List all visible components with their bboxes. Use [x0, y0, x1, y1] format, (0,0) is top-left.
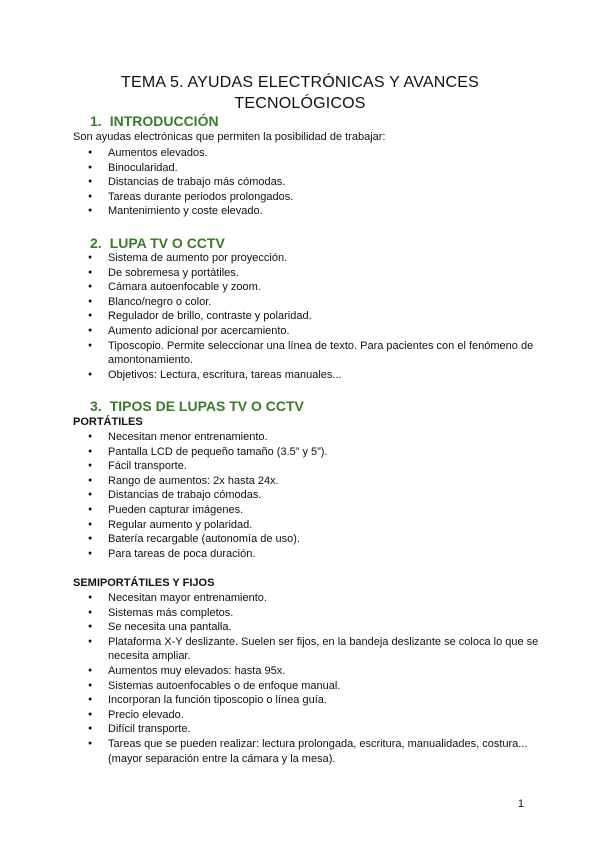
section-3-heading	[90, 398, 304, 414]
section-1-intro: Son ayudas electrónicas que permiten la posibilidad de trabajar:	[73, 131, 386, 143]
list-item: ● Fácil transporte.	[108, 459, 548, 474]
subsection-semiportatiles-title: SEMIPORTÁTILES Y FIJOS	[73, 577, 215, 589]
list-item: ● Regular aumento y polaridad.	[108, 518, 548, 533]
list-item: ● Distancias de trabajo más cómodas.	[108, 175, 548, 190]
list-item: ● Cámara autoenfocable y zoom.	[108, 280, 548, 295]
list-item: ● Precio elevado.	[108, 708, 548, 723]
list-item: ● Para tareas de poca duración.	[108, 547, 548, 562]
document-title-line-1: TEMA 5. AYUDAS ELECTRÓNICAS Y AVANCES	[120, 74, 480, 91]
document-title-line-2: TECNOLÓGICOS	[234, 95, 366, 112]
list-item: ● Sistemas más completos.	[108, 606, 548, 621]
list-item: ● Rango de aumentos: 2x hasta 24x.	[108, 474, 548, 489]
section-1-list	[108, 146, 548, 219]
list-item: ● Regulador de brillo, contraste y polaridad.	[108, 309, 548, 324]
list-item: ● Mantenimiento y coste elevado.	[108, 204, 548, 219]
section-number: 1.	[90, 113, 102, 129]
list-item: ● Difícil transporte.	[108, 722, 548, 737]
list-item: ● Tareas que se pueden realizar: lectura prolongada, escritura, manualidades, costura... (mayor separación entre la cámara y la mesa).	[108, 737, 548, 766]
list-item: ● Objetivos: Lectura, escritura, tareas manuales...	[108, 368, 548, 383]
list-item: ● Blanco/negro o color.	[108, 295, 548, 310]
list-item: ● Aumentos muy elevados: hasta 95x.	[108, 664, 548, 679]
list-item: ● Aumentos elevados.	[108, 146, 548, 161]
list-item: ● Se necesita una pantalla.	[108, 620, 548, 635]
list-item: ● Tiposcopio. Permite seleccionar una línea de texto. Para pacientes con el fenómeno de amontonamiento.	[108, 339, 548, 368]
list-item: ● Pantalla LCD de pequeño tamaño (3.5” y 5”).	[108, 445, 548, 460]
list-item: ● De sobremesa y portátiles.	[108, 266, 548, 281]
list-item: ● Binocularidad.	[108, 161, 548, 176]
list-item: ● Pueden capturar imágenes.	[108, 503, 548, 518]
semiportatiles-list	[108, 591, 548, 766]
section-title: TIPOS DE LUPAS TV O CCTV	[109, 398, 304, 414]
list-item: ● Necesitan menor entrenamiento.	[108, 430, 548, 445]
subsection-portatiles-title: PORTÁTILES	[73, 416, 143, 428]
list-item: ● Aumento adicional por acercamiento.	[108, 324, 548, 339]
section-number: 2.	[90, 235, 102, 251]
page-number: 1	[517, 798, 524, 810]
list-item: ● Batería recargable (autonomía de uso).	[108, 532, 548, 547]
section-number: 3.	[90, 398, 102, 414]
section-1-heading	[90, 113, 219, 129]
list-item: ● Incorporan la función tiposcopio o línea guía.	[108, 693, 548, 708]
section-title: LUPA TV O CCTV	[109, 235, 225, 251]
section-2-list	[108, 251, 548, 382]
list-item: ● Sistema de aumento por proyección.	[108, 251, 548, 266]
section-2-heading	[90, 235, 225, 251]
list-item: ● Distancias de trabajo cómodas.	[108, 488, 548, 503]
section-title: INTRODUCCIÓN	[109, 113, 219, 129]
portatiles-list	[108, 430, 548, 561]
list-item: ● Plataforma X-Y deslizante. Suelen ser fijos, en la bandeja deslizante se coloca lo que se necesita ampliar.	[108, 635, 548, 664]
list-item: ● Tareas durante periodos prolongados.	[108, 190, 548, 205]
list-item: ● Sistemas autoenfocables o de enfoque manual.	[108, 679, 548, 694]
list-item: ● Necesitan mayor entrenamiento.	[108, 591, 548, 606]
